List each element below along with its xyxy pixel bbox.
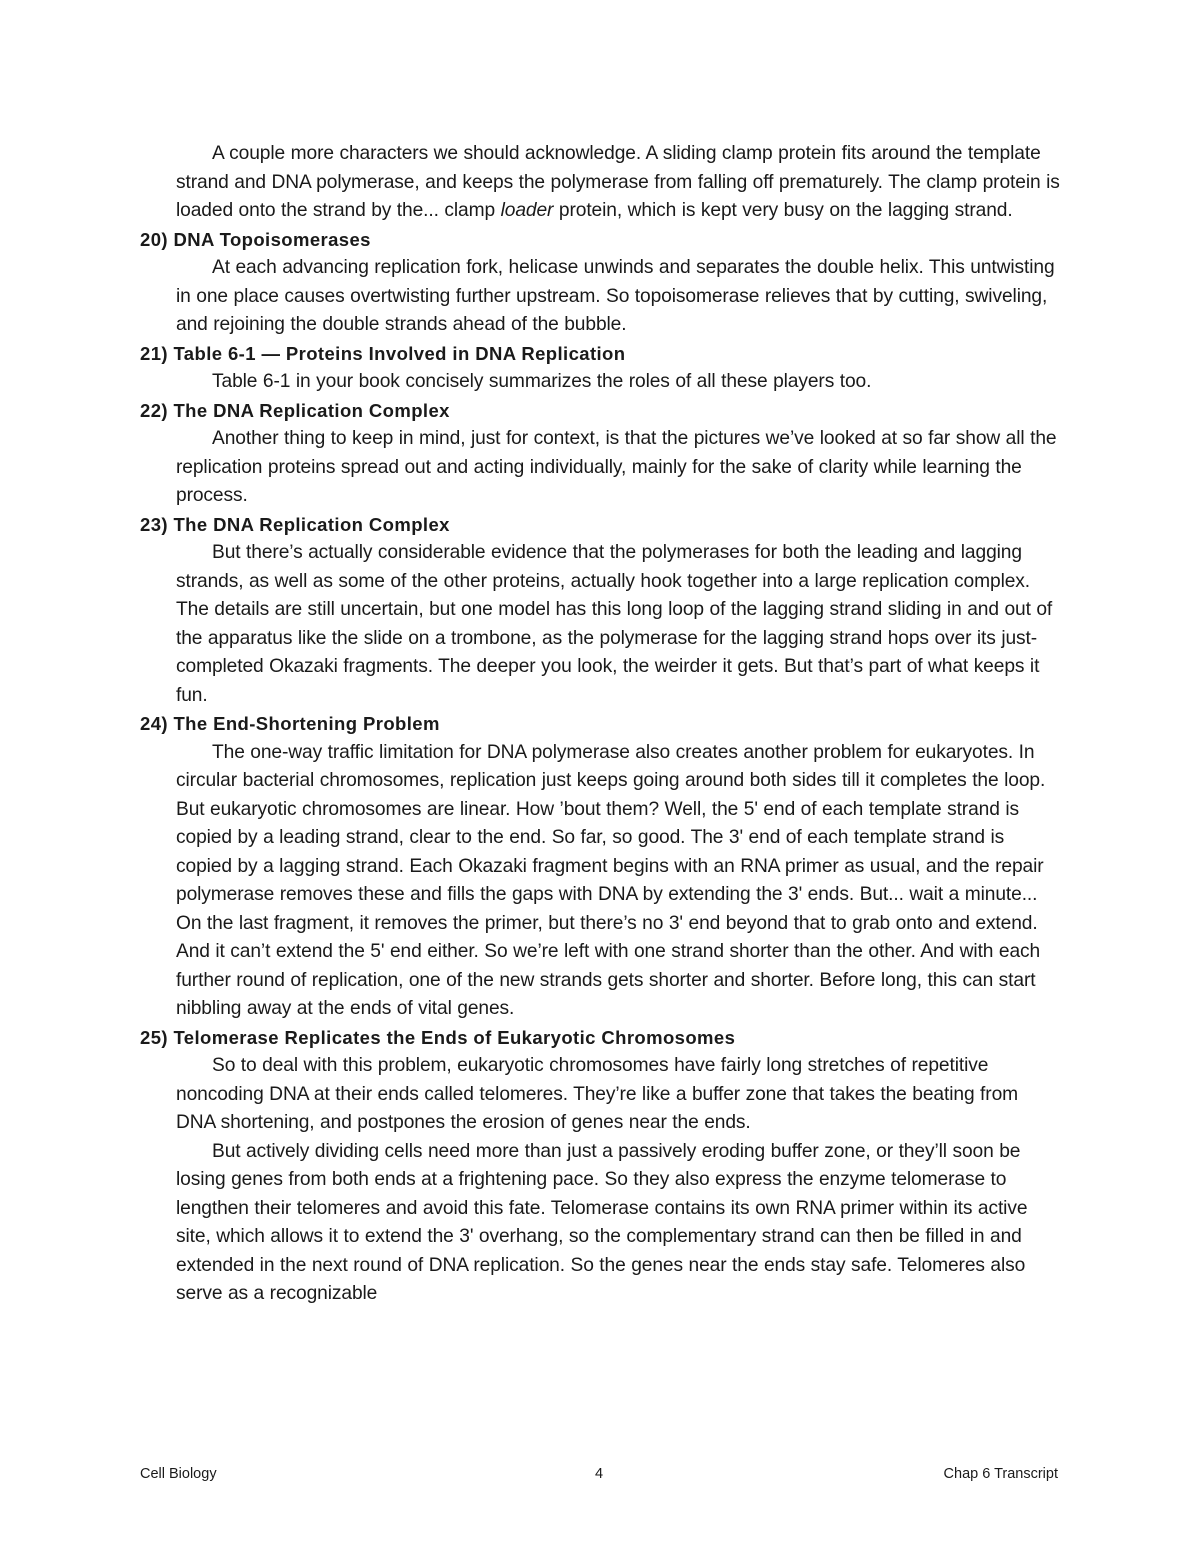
footer-page-number: 4 <box>595 1466 604 1482</box>
section-24-paragraph: The one-way traffic limitation for DNA polymerase also creates another problem for eukaryotes. In circular bacterial chromosomes, replication just keeps going around both sides till it completes the loop. But eukaryotic chromosomes are linear. How ’bout them? Well, the 5' end of each template strand is copied by a leading strand, clear to the end. So far, so good. The 3' end of each template strand is copied by a lagging strand. Each Okazaki fragment begins with an RNA primer as usual, and the repair polymerase removes these and fills the gaps with DNA by extending the 3' ends. But... wait a minute... On the last fragment, it removes the primer, but there’s no 3' end beyond that to grab onto and extend. And it can’t extend the 5' end either. So we’re left with one strand shorter than the other. And with each further round of replication, one of the new strands gets shorter and shorter. Before long, this can start nibbling away at the ends of vital genes. <box>176 741 1046 1019</box>
section-25-paragraph-1: So to deal with this problem, eukaryotic chromosomes have fairly long stretches of repetitive noncoding DNA at their ends called telomeres. They’re like a buffer zone that takes the beating from DNA shortening, and postpones the erosion of genes near the ends. <box>176 1055 1019 1133</box>
section-20-paragraph: At each advancing replication fork, helicase unwinds and separates the double helix. This untwisting in one place causes overtwisting further upstream. So topoisomerase relieves that by cutting, swiveling, and rejoining the double strands ahead of the bubble. <box>176 257 1055 335</box>
section-23-paragraph: But there’s actually considerable evidence that the polymerases for both the leading and lagging strands, as well as some of the other proteins, actually hook together into a large replication complex. The details are still uncertain, but one model has this long loop of the lagging strand sliding in and out of the apparatus like the slide on a trombone, as the polymerase for the lagging strand hops over its just-completed Okazaki fragments. The deeper you look, the weirder it gets. But that’s part of what keeps it fun. <box>176 542 1053 706</box>
section-heading-25: 25) Telomerase Replicates the Ends of Eukaryotic Chromosomes <box>140 1026 736 1048</box>
section-heading-20: 20) DNA Topoisomerases <box>140 228 371 250</box>
intro-paragraph <box>140 140 1060 226</box>
section-heading-23: 23) The DNA Replication Complex <box>140 513 450 535</box>
intro-italic-word: loader <box>500 200 554 221</box>
section-22-paragraph: Another thing to keep in mind, just for context, is that the pictures we’ve looked at so far show all the replication proteins spread out and acting individually, mainly for the sake of clarity while learning the process. <box>176 428 1057 506</box>
transcript-body <box>140 140 1060 1309</box>
footer-course-title: Cell Biology <box>140 1466 217 1482</box>
section-21-paragraph: Table 6-1 in your book concisely summarizes the roles of all these players too. <box>212 371 872 392</box>
section-heading-21: 21) Table 6-1 — Proteins Involved in DNA Replication <box>140 342 626 364</box>
footer-document-title: Chap 6 Transcript <box>943 1466 1058 1482</box>
intro-text-start: A couple more characters we should acknowledge. A sliding clamp protein fits around the template strand and DNA polymerase, and keeps the polymerase from falling off prematurely. The clamp protein is loaded onto the strand by the... clamp <box>176 143 1060 221</box>
section-heading-24: 24) The End-Shortening Problem <box>140 713 440 734</box>
intro-text-end: protein, which is kept very busy on the lagging strand. <box>553 200 1013 221</box>
section-25-paragraph-2: But actively dividing cells need more than just a passively eroding buffer zone, or they’ll soon be losing genes from both ends at a frightening pace. So they also express the enzyme telomerase to lengthen their telomeres and avoid this fate. Telomerase contains its own RNA primer within its active site, which allows it to extend the 3' overhang, so the complementary strand can then be filled in and extended in the next round of DNA replication. So the genes near the ends stay safe. Telomeres also serve as a recognizable <box>176 1140 1028 1304</box>
section-heading-22: 22) The DNA Replication Complex <box>140 399 450 421</box>
